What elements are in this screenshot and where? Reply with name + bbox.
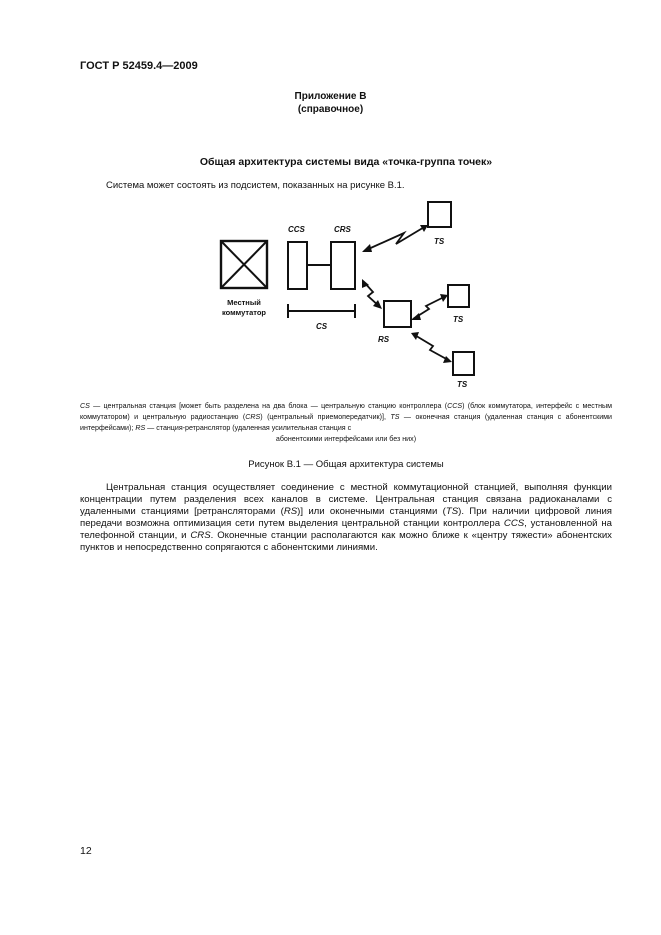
rs-box bbox=[384, 301, 411, 327]
cs-label: CS bbox=[316, 322, 328, 331]
legend-last-line: абонентскими интерфейсами или без них) bbox=[275, 435, 417, 443]
appendix-subtitle: (справочное) bbox=[297, 104, 364, 115]
architecture-diagram bbox=[0, 190, 661, 395]
local-switch-label-line2: коммутатор bbox=[222, 308, 266, 317]
ts-label-bottom: TS bbox=[457, 380, 468, 389]
figure-legend bbox=[80, 401, 612, 445]
page-number: 12 bbox=[80, 845, 92, 857]
ts-box-mid bbox=[448, 285, 469, 307]
crs-box bbox=[331, 242, 355, 289]
legend-body: CS — центральная станция [может быть разделена на два блока — центральную станцию контроллера (CCS) (блок коммутатора, интерфейс с местным коммутатором) и центральную радиостанцию (CRS) (центральный приемопередатчик)], TS — оконечная станция (удаленная станция с абонентскими интерфейсами); RS — станция-ретранслятор (удаленная усилительная станция с bbox=[80, 402, 613, 432]
radio-link-crs-ts bbox=[364, 226, 426, 251]
ts-box-bottom bbox=[453, 352, 474, 375]
ccs-box bbox=[288, 242, 307, 289]
ts-label-mid: TS bbox=[453, 315, 464, 324]
figure-caption: Рисунок В.1 — Общая архитектура системы bbox=[248, 459, 444, 470]
legend-cs-abbr: CS bbox=[80, 402, 90, 410]
rs-label: RS bbox=[378, 335, 390, 344]
ts-label-top: TS bbox=[434, 237, 445, 246]
body-paragraph: Центральная станция осуществляет соединение с местной коммутационной станцией, выполняя функции концентрации путем разделения всех каналов в системе. Центральная станция связана радиоканалами с удаленными станциями [ретрансляторами (RS)] или оконечными станциями (TS). При наличии цифровой линия передачи возможна оптимизация сети путем выделения центральной станции контроллера CCS, установленной на телефонной станции, и CRS. Оконечные станции располагаются как можно ближе к «центру тяжести» абонентских пунктов и непосредственно сопрягаются с абонентскими линиями. bbox=[80, 482, 612, 553]
appendix-title: Приложение В bbox=[294, 91, 367, 102]
local-switch-label-line1: Местный bbox=[227, 298, 261, 307]
section-title: Общая архитектура системы вида «точка-группа точек» bbox=[199, 156, 493, 168]
arrowhead bbox=[362, 244, 372, 252]
radio-link-rs-ts-bottom bbox=[413, 334, 450, 361]
ts-box-top bbox=[428, 202, 451, 227]
ccs-label: CCS bbox=[288, 225, 305, 234]
document-header: ГОСТ Р 52459.4—2009 bbox=[80, 60, 198, 72]
crs-label: CRS bbox=[334, 225, 351, 234]
intro-text: Система может состоять из подсистем, показанных на рисунке В.1. bbox=[106, 180, 405, 191]
